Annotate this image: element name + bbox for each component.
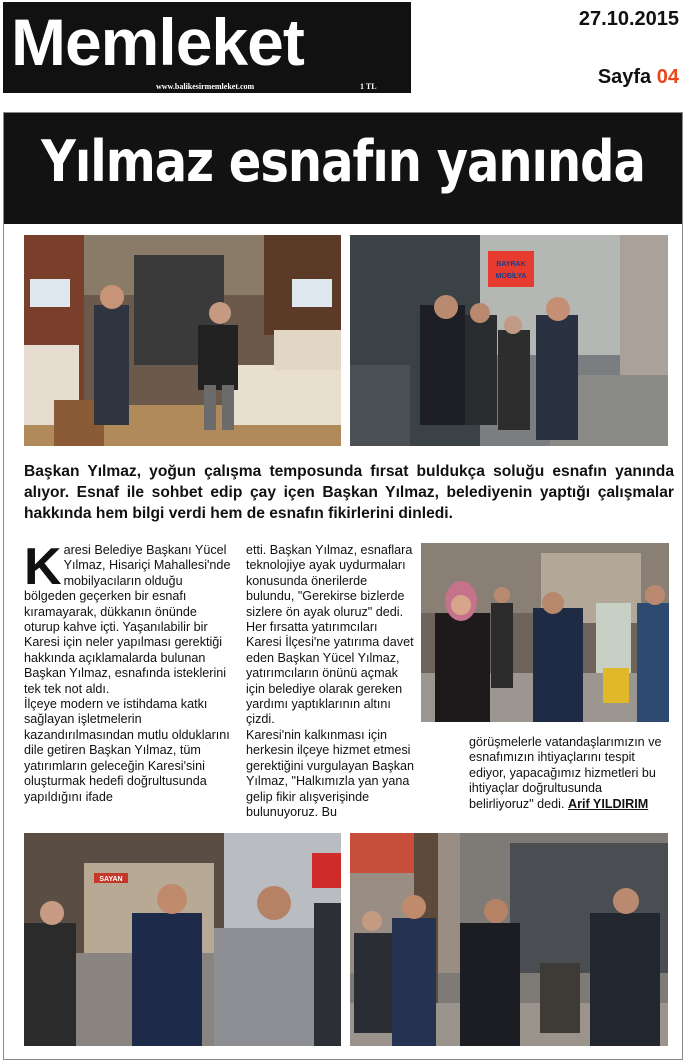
column-1-paragraph-2: İlçeye modern ve istihdama katkı sağlayan işletmelerin kazandırılmasından mutlu olduklarını dile getiren Başkan Yılmaz, tüm yatırımların geleceğin Karesi'sini oluşturmak hedefi doğrultusunda yapıldığını ifade (24, 697, 230, 804)
column-2-paragraph-3: Karesi'nin kalkınması için herkesin ilçeye hizmet etmesi gerektiğini vurgulayan Başkan Yılmaz, "Halkımızla yan yana gelip fikir alışverişinde bulunuyoruz. Bu (246, 727, 415, 819)
headline: Yılmaz esnafın yanında (41, 129, 645, 196)
lead-paragraph: Başkan Yılmaz, yoğun çalışma temposunda fırsat buldukça soluğu esnafın yanında alıyor. Esnaf ile sohbet edip çay içen Başkan Yılmaz, belediyenin yaptığı çalışmalar hakkında hem bilgi verdi hem de esnafın fikirlerini dinledi. (24, 463, 674, 522)
page-number (598, 66, 679, 89)
article-column-2 (246, 543, 416, 820)
photo-handshake-shop (24, 833, 341, 1046)
photo-store-interior (24, 235, 341, 446)
masthead-logo (3, 2, 411, 93)
newspaper-title: Memleket (11, 5, 304, 79)
article-column-1 (24, 538, 236, 805)
shop-sign-sayan: SAYAN (99, 876, 123, 883)
shop-sign-bayrak: BAYRAK (496, 261, 526, 268)
photo-street-shop (350, 235, 668, 446)
article-column-3 (469, 735, 669, 812)
website-url: www.balikesirmemleket.com (156, 82, 255, 91)
page-label: Sayfa (597, 66, 652, 88)
photo-mayor-with-citizen (421, 543, 669, 722)
column-2-paragraph-2: Her fırsatta yatırımcıları Karesi İlçesi'ne yatırıma davet eden Başkan Yücel Yılmaz, yatırımcıların önünü açmak için belediye olarak gereken yardımı yaptıklarının altını çizdi. (246, 620, 414, 727)
column-3-paragraph: görüşmelerle vatandaşlarımızın ve esnafımızın ihtiyaçlarını tespit ediyor, yapacağımız hizmetleri bu ihtiyaçlar doğrultusunda belirliyoruz" dedi. (469, 735, 662, 811)
page-number-value: 04 (656, 66, 679, 88)
column-2-paragraph-1: etti. Başkan Yılmaz, esnaflara teknolojiye ayak uydurmaları konusunda önerilerde bulundu, "Gerekirse bizlerde sizlere ön ayak oluruz" dedi. (246, 543, 413, 619)
author-byline: Arif YILDIRIM (567, 796, 649, 811)
photo-street-handshake (350, 833, 668, 1046)
column-1-paragraph-1: aresi Belediye Başkanı Yücel Yılmaz, Hisariçi Mahallesi'nde mobilyacıların olduğu bölgeden geçerken bir esnafı kıramayarak, dükkanın önünde oturup kahve içti. Yaşanılabilir bir Karesi için neler yapılması gerektiği hakkında açıklamalarda bulunan Başkan Yılmaz, esnafında isteklerini tek tek not aldı. (24, 543, 231, 696)
issue-date: 27.10.2015 (578, 8, 679, 30)
price-label: 1 TL (360, 82, 377, 91)
shop-sign-mobilya: MOBİLYA (495, 273, 527, 280)
drop-cap: K (24, 538, 62, 596)
headline-banner (4, 113, 682, 224)
